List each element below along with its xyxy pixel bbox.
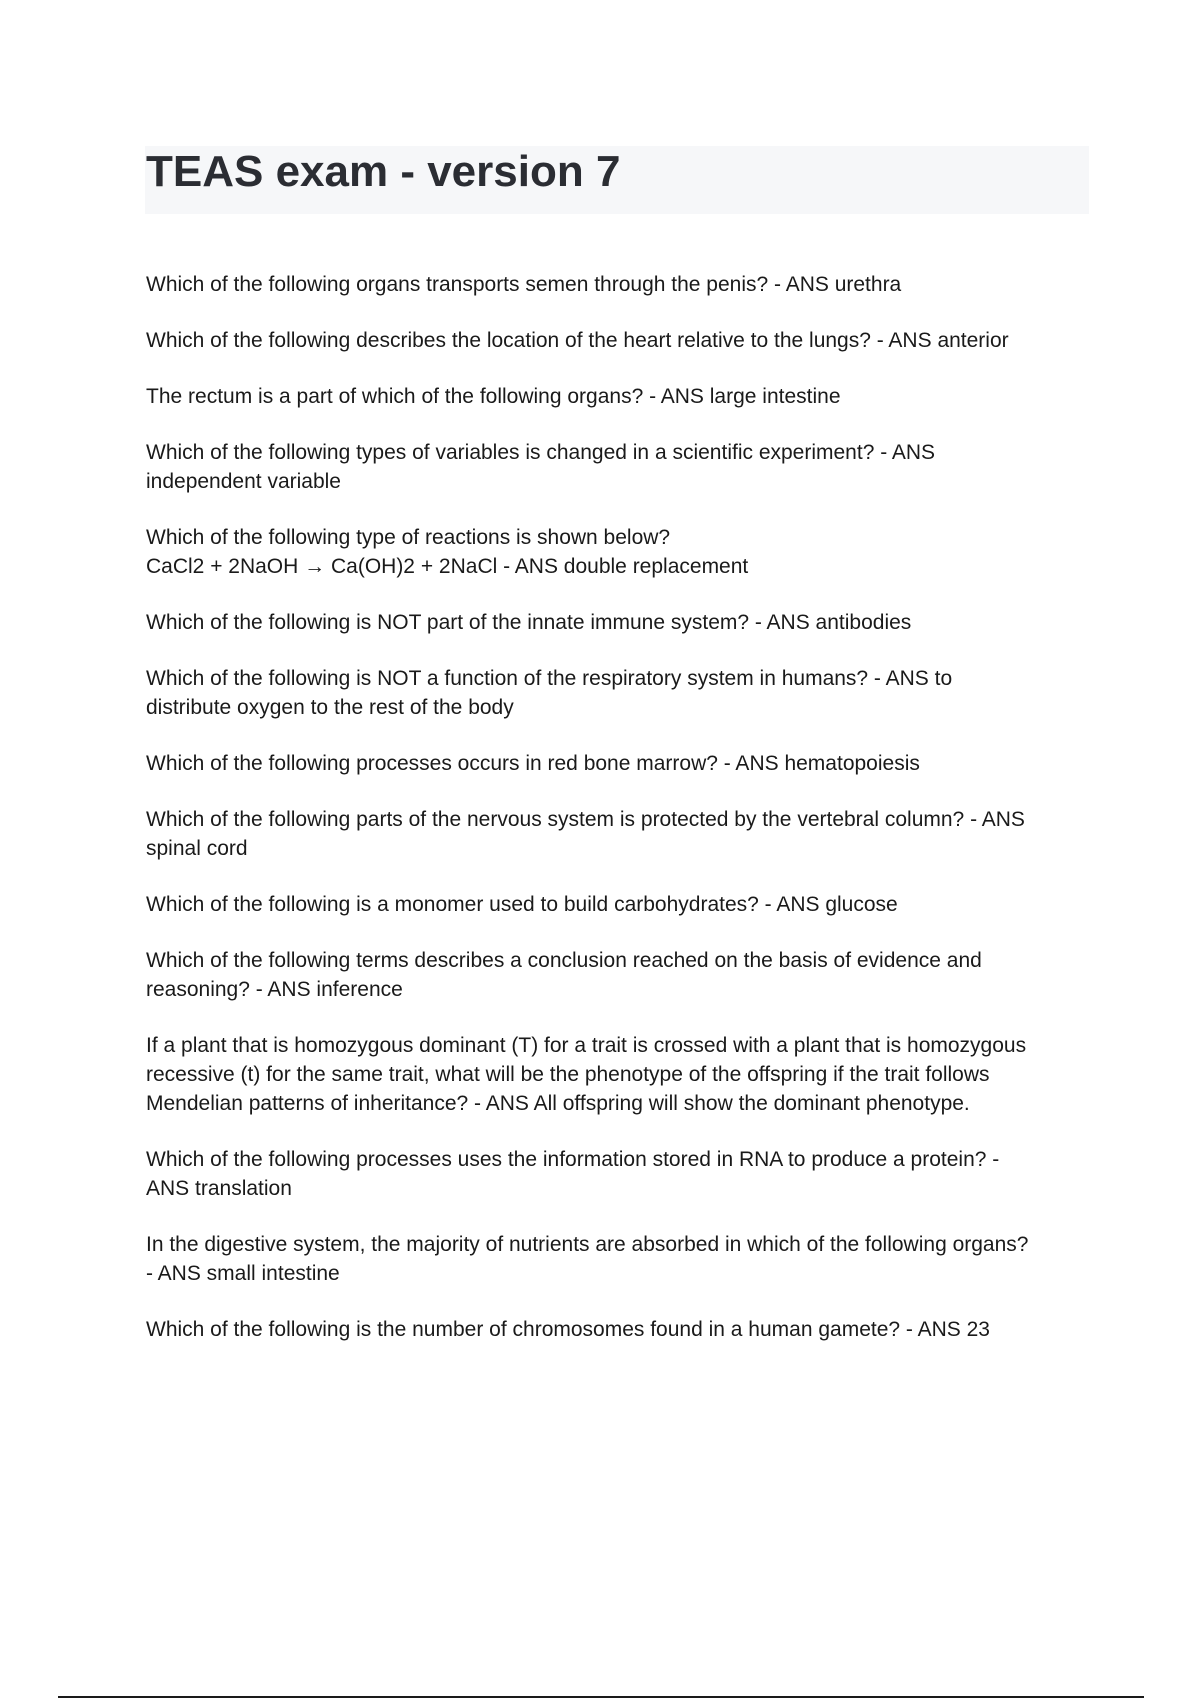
qa-item: In the digestive system, the majority of nutrients are absorbed in which of the following organs? - ANS small intestine [146, 1233, 1029, 1285]
page-title: TEAS exam - version 7 [146, 147, 621, 196]
footer-divider [58, 1696, 1144, 1698]
qa-item: If a plant that is homozygous dominant (T) for a trait is crossed with a plant that is homozygous recessive (t) for the same trait, what will be the phenotype of the offspring if the trait follows Mendelian patterns of inheritance? - ANS All offspring will show the dominant phenotype. [146, 1034, 1027, 1115]
qa-item: Which of the following processes uses the information stored in RNA to produce a protein? - ANS translation [146, 1148, 1000, 1200]
qa-item: Which of the following is NOT part of the innate immune system? - ANS antibodies [146, 611, 912, 634]
qa-item: Which of the following describes the location of the heart relative to the lungs? - ANS anterior [146, 329, 1009, 352]
qa-item: Which of the following terms describes a conclusion reached on the basis of evidence and reasoning? - ANS inference [146, 949, 982, 1001]
qa-item: Which of the following is the number of chromosomes found in a human gamete? - ANS 23 [146, 1318, 990, 1341]
qa-item: Which of the following processes occurs in red bone marrow? - ANS hematopoiesis [146, 752, 920, 775]
qa-item: Which of the following is NOT a function of the respiratory system in humans? - ANS to distribute oxygen to the rest of the body [146, 667, 953, 719]
qa-item: Which of the following is a monomer used to build carbohydrates? - ANS glucose [146, 893, 898, 916]
qa-list [146, 270, 1086, 1371]
qa-item: Which of the following types of variables is changed in a scientific experiment? - ANS independent variable [146, 441, 936, 493]
qa-item: Which of the following parts of the nervous system is protected by the vertebral column? - ANS spinal cord [146, 808, 1025, 860]
qa-item: Which of the following type of reactions is shown below? CaCl2 + 2NaOH → Ca(OH)2 + 2NaCl - ANS double replacement [146, 526, 749, 578]
qa-item: Which of the following organs transports semen through the penis? - ANS urethra [146, 273, 902, 296]
qa-item: The rectum is a part of which of the following organs? - ANS large intestine [146, 385, 841, 408]
